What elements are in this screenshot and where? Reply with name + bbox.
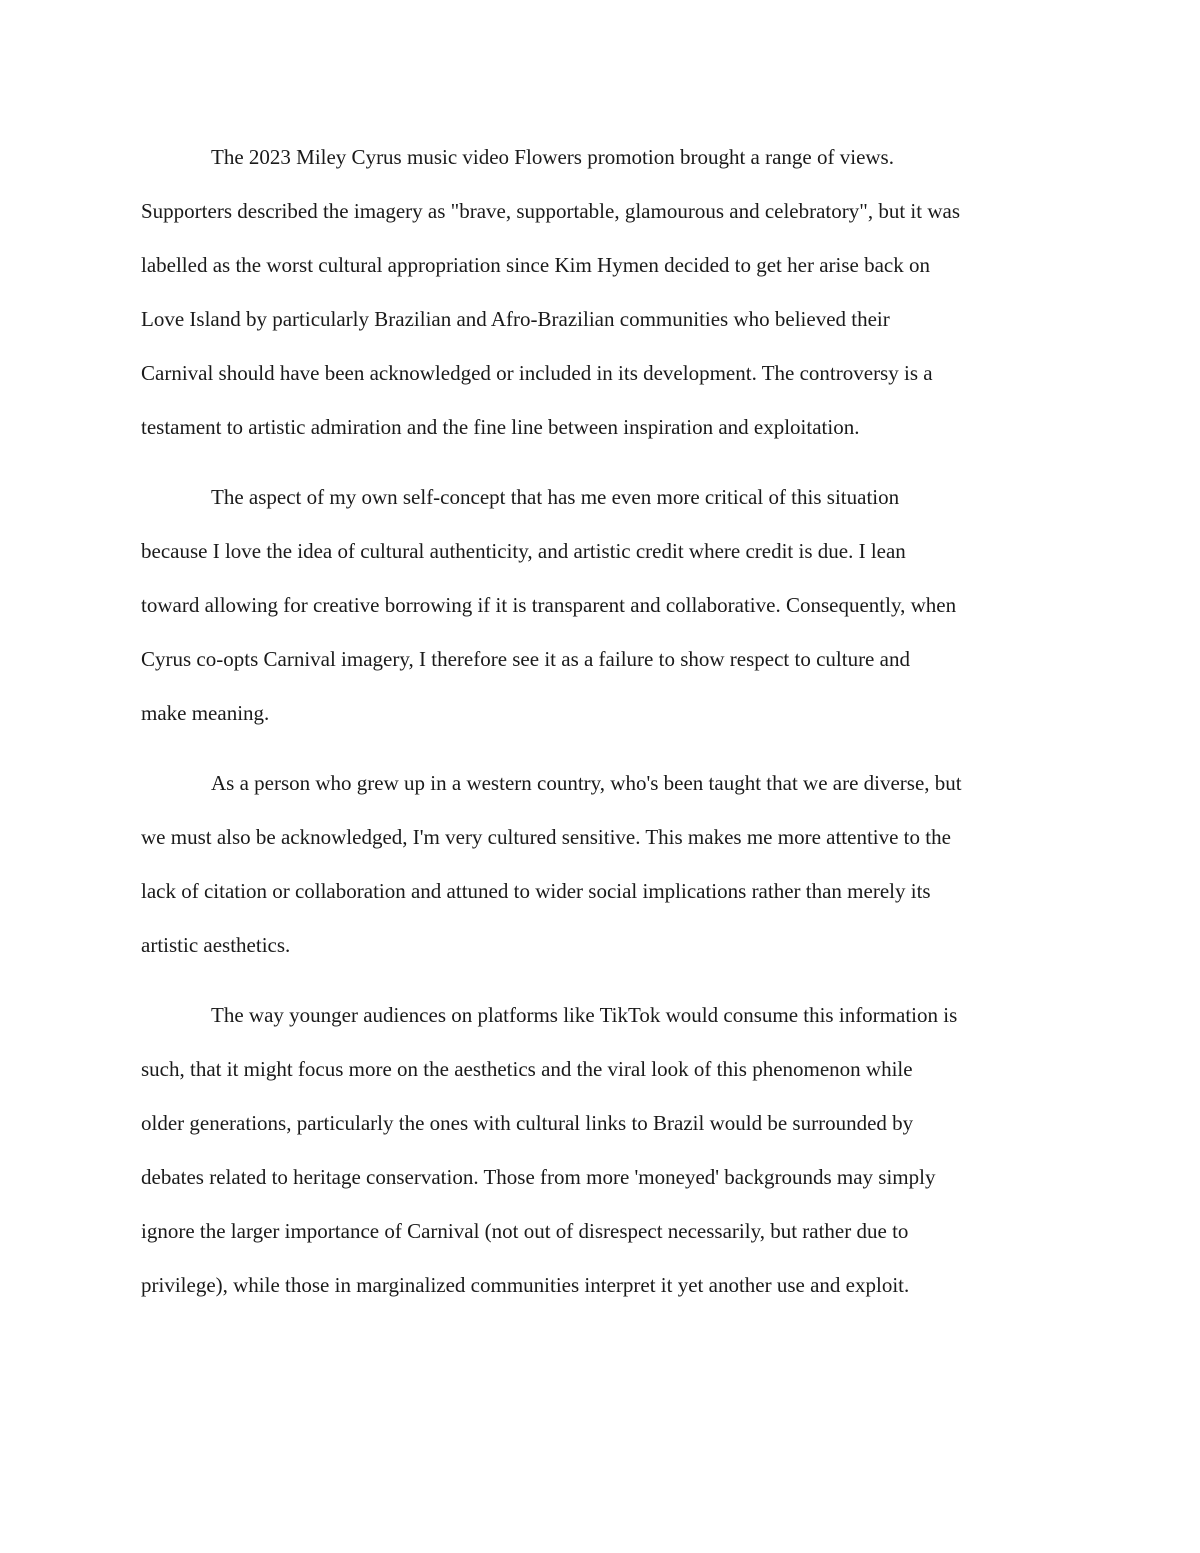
paragraph-line: make meaning. (141, 701, 270, 725)
paragraph-1 (141, 130, 1061, 454)
paragraph-line: The 2023 Miley Cyrus music video Flowers promotion brought a range of views. (211, 145, 894, 169)
paragraph-line: privilege), while those in marginalized communities interpret it yet another use and exploit. (141, 1273, 910, 1297)
paragraph-line: labelled as the worst cultural appropriation since Kim Hymen decided to get her arise back on (141, 253, 930, 277)
paragraph-3 (141, 756, 1061, 972)
paragraph-line: The aspect of my own self-concept that has me even more critical of this situation (211, 485, 900, 509)
paragraph-line: because I love the idea of cultural authenticity, and artistic credit where credit is due. I lean (141, 539, 906, 563)
paragraph-line: artistic aesthetics. (141, 933, 291, 957)
paragraph-line: lack of citation or collaboration and attuned to wider social implications rather than merely its (141, 879, 931, 903)
essay-body (141, 130, 1061, 1312)
paragraph-4 (141, 988, 1061, 1312)
paragraph-line: toward allowing for creative borrowing if it is transparent and collaborative. Consequently, when (141, 593, 957, 617)
paragraph-line: testament to artistic admiration and the fine line between inspiration and exploitation. (141, 415, 860, 439)
paragraph-line: Carnival should have been acknowledged or included in its development. The controversy is a (141, 361, 933, 385)
paragraph-2 (141, 470, 1061, 740)
paragraph-line: The way younger audiences on platforms like TikTok would consume this information is (211, 1003, 958, 1027)
paragraph-line: Supporters described the imagery as "brave, supportable, glamourous and celebratory", but it was (141, 199, 960, 223)
paragraph-spacer (141, 740, 1061, 756)
paragraph-spacer (141, 454, 1061, 470)
paragraph-line: such, that it might focus more on the aesthetics and the viral look of this phenomenon while (141, 1057, 913, 1081)
paragraph-line: Love Island by particularly Brazilian and Afro-Brazilian communities who believed their (141, 307, 890, 331)
paragraph-line: we must also be acknowledged, I'm very cultured sensitive. This makes me more attentive to the (141, 825, 951, 849)
paragraph-line: Cyrus co-opts Carnival imagery, I therefore see it as a failure to show respect to culture and (141, 647, 910, 671)
paragraph-line: older generations, particularly the ones with cultural links to Brazil would be surrounded by (141, 1111, 914, 1135)
paragraph-line: ignore the larger importance of Carnival (not out of disrespect necessarily, but rather due to (141, 1219, 909, 1243)
paragraph-line: As a person who grew up in a western country, who's been taught that we are diverse, but (211, 771, 962, 795)
paragraph-line: debates related to heritage conservation. Those from more 'moneyed' backgrounds may simply (141, 1165, 936, 1189)
paragraph-spacer (141, 972, 1061, 988)
